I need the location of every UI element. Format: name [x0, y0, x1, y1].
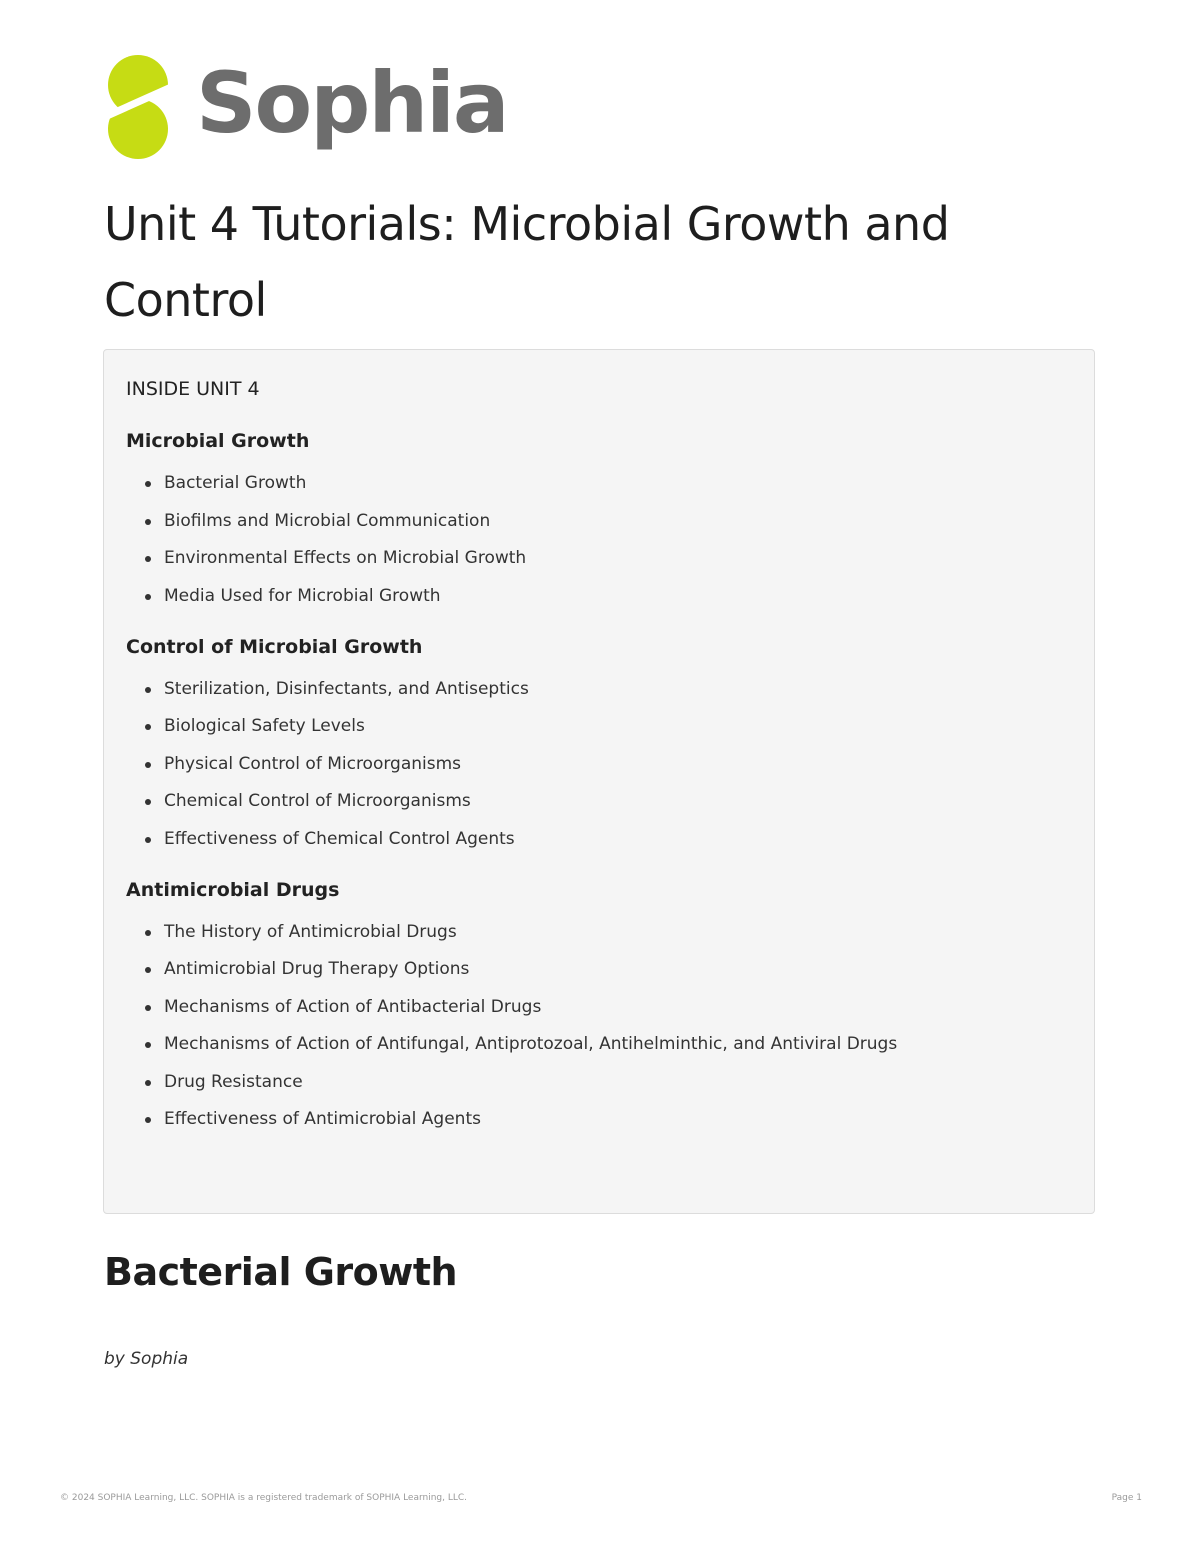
unit-sections: [126, 428, 1072, 1131]
topic-list-item: [142, 790, 1072, 813]
byline: by Sophia: [104, 1349, 189, 1369]
topic-list-item: [142, 472, 1072, 495]
topic-list-item: [142, 996, 1072, 1019]
sophia-logo: [100, 52, 508, 162]
topic-list-item: [142, 958, 1072, 981]
topic-label: Antimicrobial Drug Therapy Options: [164, 959, 470, 979]
topic-label: Biological Safety Levels: [164, 716, 365, 736]
topic-list: [126, 472, 1072, 608]
topic-list-item: [142, 715, 1072, 738]
sophia-logo-mark-icon: [100, 55, 176, 159]
sophia-wordmark: Sophia: [196, 54, 508, 152]
bullet-icon: [145, 1080, 151, 1086]
section-heading: Bacterial Growth: [104, 1250, 458, 1294]
topic-list: [126, 678, 1072, 851]
topic-list-item: [142, 1071, 1072, 1094]
unit-section-title: Antimicrobial Drugs: [126, 878, 340, 901]
topic-label: Chemical Control of Microorganisms: [164, 791, 471, 811]
bullet-icon: [145, 762, 151, 768]
unit-contents-box: [103, 349, 1095, 1214]
bullet-icon: [145, 519, 151, 525]
bullet-icon: [145, 556, 151, 562]
unit-contents-heading: INSIDE UNIT 4: [126, 378, 260, 400]
topic-label: Biofilms and Microbial Communication: [164, 510, 491, 531]
topic-list-item: [142, 828, 1072, 851]
bullet-icon: [145, 799, 151, 805]
topic-label: Mechanisms of Action of Antibacterial Drugs: [164, 996, 542, 1017]
topic-label: Environmental Effects on Microbial Growth: [164, 548, 527, 568]
bullet-icon: [145, 930, 151, 936]
topic-label: Physical Control of Microorganisms: [164, 753, 462, 774]
topic-list-item: [142, 1108, 1072, 1131]
unit-section-title: Microbial Growth: [126, 430, 310, 452]
topic-label: Mechanisms of Action of Antifungal, Antiprotozoal, Antihelminthic, and Antiviral Drugs: [164, 1034, 898, 1054]
topic-label: Drug Resistance: [164, 1071, 303, 1092]
topic-label: Media Used for Microbial Growth: [164, 585, 441, 606]
topic-list: [126, 921, 1072, 1132]
topic-label: Sterilization, Disinfectants, and Antiseptics: [164, 678, 529, 699]
bullet-icon: [145, 1042, 151, 1048]
topic-list-item: [142, 1033, 1072, 1056]
bullet-icon: [145, 1117, 151, 1123]
bullet-icon: [145, 481, 151, 487]
topic-list-item: [142, 678, 1072, 701]
footer-copyright: © 2024 SOPHIA Learning, LLC. SOPHIA is a registered trademark of SOPHIA Learning, LLC.: [60, 1493, 468, 1503]
bullet-icon: [145, 1005, 151, 1011]
topic-label: Effectiveness of Antimicrobial Agents: [164, 1109, 481, 1129]
bullet-icon: [145, 837, 151, 843]
topic-list-item: [142, 753, 1072, 776]
topic-list-item: [142, 510, 1072, 533]
bullet-icon: [145, 594, 151, 600]
topic-list-item: [142, 585, 1072, 608]
footer-page-number: Page 1: [1111, 1493, 1142, 1503]
page-title: Unit 4 Tutorials: Microbial Growth and Control: [104, 197, 950, 327]
bullet-icon: [145, 967, 151, 973]
topic-label: Effectiveness of Chemical Control Agents: [164, 828, 515, 849]
topic-list-item: [142, 547, 1072, 570]
unit-section-title: Control of Microbial Growth: [126, 635, 423, 658]
topic-list-item: [142, 921, 1072, 944]
topic-label: Bacterial Growth: [164, 473, 307, 493]
topic-label: The History of Antimicrobial Drugs: [164, 921, 457, 942]
bullet-icon: [145, 724, 151, 730]
bullet-icon: [145, 687, 151, 693]
